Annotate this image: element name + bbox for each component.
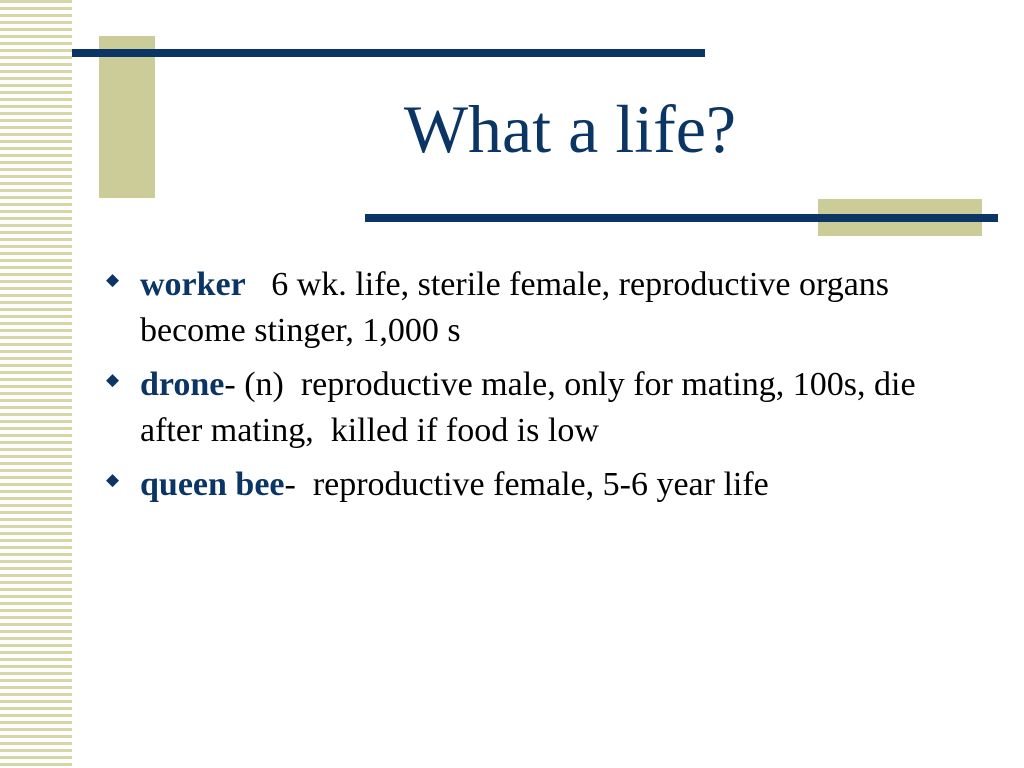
title-rule-bottom xyxy=(365,214,998,222)
title-rule-top xyxy=(72,49,705,57)
diamond-bullet-icon: ◆ xyxy=(106,270,120,289)
bullet-term: queen bee xyxy=(140,466,285,503)
slide-title: What a life? xyxy=(403,91,737,167)
bullet-text: - reproductive female, 5-6 year life xyxy=(284,466,769,503)
bullet-item-worker xyxy=(103,262,973,354)
accent-block-top xyxy=(99,36,155,198)
diamond-bullet-icon: ◆ xyxy=(106,470,120,489)
bullet-item-queen-bee xyxy=(103,462,973,508)
diamond-bullet-icon: ◆ xyxy=(106,370,120,389)
bullet-term: worker xyxy=(140,266,246,303)
bullet-item-drone xyxy=(103,362,973,454)
bullet-text: 6 wk. life, sterile female, reproductive organs become stinger, 1,000 s xyxy=(140,266,898,349)
bullet-list xyxy=(103,262,973,516)
bullet-text: - (n) reproductive male, only for mating, 100s, die after mating, killed if food is low xyxy=(140,366,925,449)
bullet-term: drone xyxy=(140,366,225,403)
striped-side-band xyxy=(0,0,72,768)
